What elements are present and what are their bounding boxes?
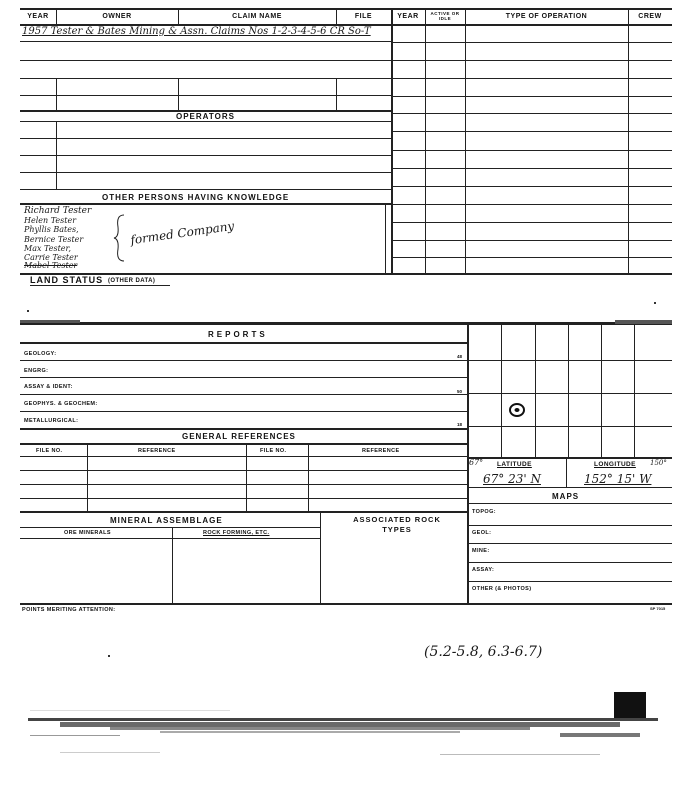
knowledge-name-4: Bernice Tester (24, 235, 84, 244)
col-header-claim-name: CLAIM NAME (232, 13, 282, 20)
knowledge-name-5: Max Tester, (24, 244, 72, 253)
scan-smudge (615, 320, 672, 324)
col-header-active-idle: ACTIVE OR IDLE (430, 11, 460, 21)
maps-row-geol: GEOL: (472, 530, 492, 536)
col-header-year: YEAR (27, 13, 49, 20)
mineral-assemblage-title: MINERAL ASSEMBLAGE (110, 516, 223, 525)
report-row-metallurgical: METALLURGICAL: (24, 418, 79, 424)
land-status-sub: (OTHER DATA) (108, 278, 156, 284)
col-header-type-of-operation: TYPE OF OPERATION (505, 13, 588, 20)
report-row-assay: ASSAY & IDENT: (24, 384, 73, 390)
points-meriting-attention: POINTS MERITING ATTENTION: (22, 607, 116, 613)
col-header-crew: CREW (638, 13, 662, 20)
general-references-title: GENERAL REFERENCES (182, 432, 296, 441)
col-header-file: FILE (354, 13, 373, 20)
report-row-geophys: GEOPHYS. & GEOCHEM: (24, 401, 98, 407)
ref-header-reference: REFERENCE (138, 448, 176, 454)
longitude-suffix: 150° (650, 459, 667, 467)
col-header-owner: OWNER (102, 13, 132, 20)
claim-entry-handwritten: 1957 Tester & Bates Mining & Assn. Claims Nos 1-2-3-4-5-6 CR So-T (22, 26, 371, 37)
scan-smudge (20, 320, 80, 323)
dark-square-mark (614, 692, 646, 718)
land-status-label: LAND STATUS (30, 275, 104, 285)
form-number: SP 7015 (650, 606, 666, 611)
grid-number: 50 (457, 389, 463, 394)
ref-header-file-no: FILE NO. (36, 448, 63, 454)
maps-row-assay: ASSAY: (472, 567, 495, 573)
knowledge-note: formed Company (129, 218, 235, 248)
page-dot (108, 655, 110, 657)
knowledge-name-6: Carrie Tester (24, 253, 78, 262)
latitude-value: 67° 23' N (483, 472, 541, 486)
knowledge-name-3: Phyllis Bates, (24, 225, 79, 234)
ref-header-file-no-2: FILE NO. (260, 448, 287, 454)
longitude-label: LONGITUDE (594, 461, 636, 468)
knowledge-label: OTHER PERSONS HAVING KNOWLEDGE (102, 193, 290, 202)
maps-title: MAPS (552, 492, 580, 501)
knowledge-name-7: Mabel Tester (24, 261, 78, 270)
report-row-geology: GEOLOGY: (24, 351, 57, 357)
associated-rock-types: ASSOCIATED ROCK TYPES (353, 515, 441, 534)
rock-forming-header: ROCK FORMING, ETC. (203, 530, 270, 536)
page-dot (27, 310, 29, 312)
grid-number: 48 (457, 354, 463, 359)
maps-row-topog: TOPOG: (472, 509, 496, 515)
col-header-year-2: YEAR (397, 13, 419, 20)
handwritten-range-note: (5.2-5.8, 6.3-6.7) (424, 644, 543, 660)
grid-number: 18 (457, 422, 463, 427)
knowledge-name-2: Helen Tester (24, 216, 77, 225)
knowledge-name-1: Richard Tester (24, 206, 92, 216)
maps-row-mine: MINE: (472, 548, 490, 554)
longitude-value: 152° 15' W (584, 472, 652, 486)
brace-icon (112, 213, 128, 263)
maps-row-other: OTHER (& PHOTOS) (472, 586, 532, 592)
location-marker-icon (508, 402, 526, 418)
latitude-label: LATITUDE (497, 461, 532, 468)
page-dot (654, 302, 656, 304)
ref-header-reference-2: REFERENCE (362, 448, 400, 454)
ore-minerals-header: ORE MINERALS (64, 530, 111, 536)
latitude-prefix: 67° (469, 458, 484, 467)
reports-title: REPORTS (208, 330, 268, 339)
operators-label: OPERATORS (176, 112, 235, 121)
report-row-engrg: ENGRG: (24, 368, 49, 374)
